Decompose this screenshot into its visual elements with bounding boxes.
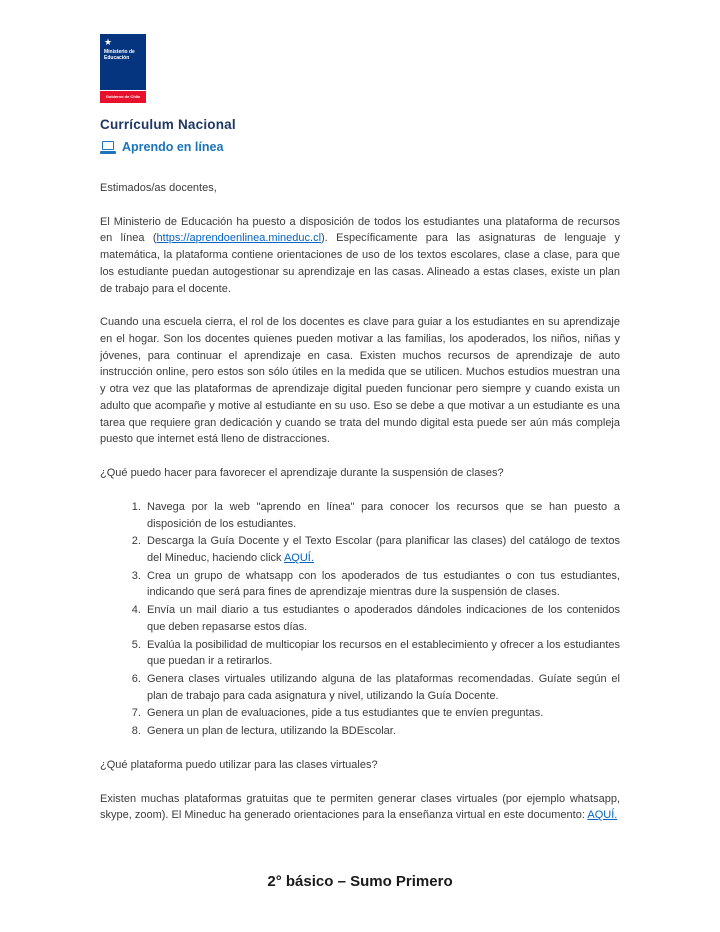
list-item: 6. Genera clases virtuales utilizando alguna de las plataformas recomendadas. Guíate según el plan de trabajo para cada asignatura y nivel, utilizando la Guía Docente. <box>144 671 620 704</box>
paragraph-school-closure: Cuando una escuela cierra, el rol de los docentes es clave para guiar a los estudiantes en su aprendizaje en el hogar. Son los docentes quienes pueden motivar a las familias, los apoderados, los niños, niñas y jóvenes, para continuar el aprendizaje en casa. Existen muchos recursos de aprendizaje de auto instrucción online, pero estos son sólo útiles en la medida que se utilicen. Muchos estudios muestran una y otra vez que las plataformas de aprendizaje digital pueden funcionar pero siempre y cuando exista un adulto que acompañe y motive al estudiante en su uso. Eso se debe a que motivar a un estudiante es una tarea que requiere gran dedicación y cuando se trata del mundo digital esta puede ser aún más compleja puesto que internet está lleno de distracciones. <box>100 316 620 446</box>
list-item: 8. Genera un plan de lectura, utilizando la BDEscolar. <box>144 723 620 740</box>
aqui-link-orientaciones[interactable]: AQUÍ. <box>587 809 618 822</box>
gobierno-de-chile-logo <box>100 34 146 103</box>
aprendo-en-linea-title: Aprendo en línea <box>122 140 224 154</box>
star-icon: ★ <box>104 37 113 47</box>
list-item <box>144 533 620 566</box>
aprendoenlinea-link[interactable]: https://aprendoenlinea.mineduc.cl <box>156 232 322 245</box>
logo-gobierno-text: Gobierno de Chile <box>105 94 141 99</box>
question-virtual-platform: ¿Qué plataforma puedo utilizar para las clases virtuales? <box>100 758 378 771</box>
aqui-link-catalogo[interactable]: AQUÍ. <box>283 551 314 564</box>
laptop-icon <box>100 141 116 154</box>
logo-ministry-text: Ministerio de Educación <box>104 49 135 61</box>
salutation: Estimados/as docentes, <box>100 182 217 194</box>
logo-red-stripe <box>100 91 146 103</box>
footer-title: 2° básico – Sumo Primero <box>267 873 453 890</box>
list-item: 1. Navega por la web "aprendo en línea" para conocer los recursos que se han puesto a disposición de los estudiantes. <box>144 499 620 532</box>
list-item: 4. Envía un mail diario a tus estudiantes o apoderados dándoles indicaciones de los contenidos que deben repasarse estos días. <box>144 602 620 635</box>
list-item: 5. Evalúa la posibilidad de multicopiar los recursos en el establecimiento y ofrecer a los estudiantes que puedan ir a retirarlos. <box>144 637 620 670</box>
paragraph-platform-pre: El Ministerio de Educación ha puesto a disposición de todos los estudiantes una plataforma de recursos en línea ( <box>100 215 620 245</box>
paragraph-platform-post: ). Específicamente para las asignaturas de lenguaje y matemática, la plataforma contiene orientaciones de uso de los textos escolares, clase a clase, para que los estudiante puedan autogestionar su aprendizaje en las casas. Alineado a estas clases, existe un plan de trabajo para el docente. <box>100 232 620 295</box>
list-item-text: Descarga la Guía Docente y el Texto Escolar (para planificar las clases) del catálogo de textos del Mineduc, haciendo click <box>147 535 620 564</box>
curriculum-nacional-title: Currículum Nacional <box>100 117 236 132</box>
document-body <box>100 180 620 824</box>
aprendo-en-linea-brand <box>100 140 620 154</box>
recommendations-list <box>100 499 620 740</box>
paragraph-virtual-pre: Existen muchas plataformas gratuitas que te permiten generar clases virtuales (por ejemplo whatsapp, skype, zoom). El Mineduc ha generado orientaciones para la enseñanza virtual en este documento: <box>100 792 620 822</box>
paragraph-virtual-platforms <box>100 791 620 824</box>
list-item: 7. Genera un plan de evaluaciones, pide a tus estudiantes que te envíen preguntas. <box>144 705 620 722</box>
question-suspension: ¿Qué puedo hacer para favorecer el aprendizaje durante la suspensión de clases? <box>100 467 504 480</box>
paragraph-platform <box>100 214 620 298</box>
logo-blue-square <box>100 34 146 90</box>
list-item: 3. Crea un grupo de whatsapp con los apoderados de tus estudiantes o con tus estudiantes, indicando que será para fines de aprendizaje mientras dure la suspensión de clases. <box>144 568 620 601</box>
